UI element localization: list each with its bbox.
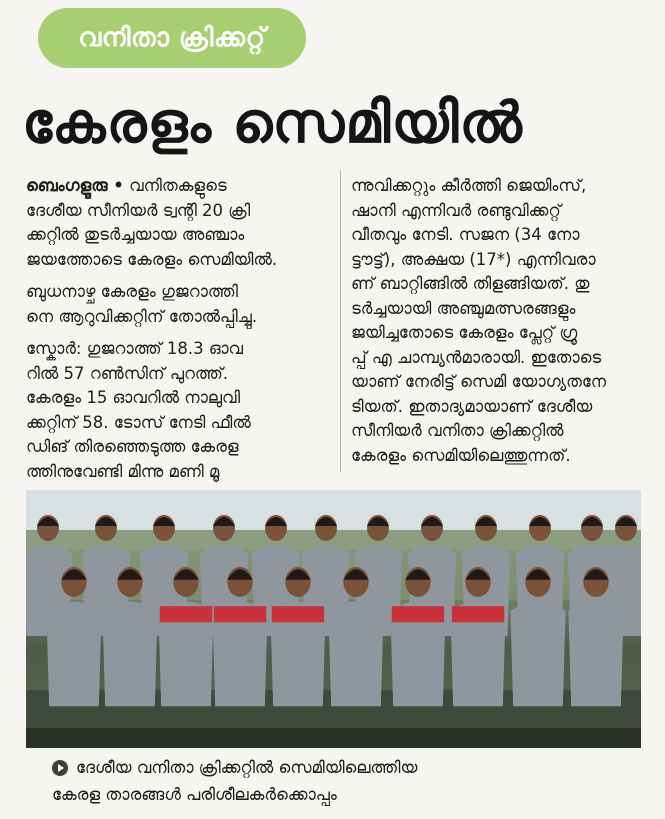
headline: കേരളം സെമിയിൽ [22,91,523,156]
article-line: ന്നുവിക്കറ്റും കീർത്തി ജെയിംസ്, [351,176,587,195]
article-line: ക്കറ്റിന് 58. ടോസ് നേടി ഫീൽ [26,412,251,432]
article-column-left [26,174,338,484]
article-line: കേരളം 15 ഓവറിൽ നാലുവി [26,388,241,407]
article-line: ജയത്തോടെ കേരളം സെമിയിൽ. [26,249,278,269]
article-text: വനിതകളുടെ [123,176,227,195]
paragraph-gap [26,272,338,280]
column-divider [340,170,341,472]
article-column-right [351,174,647,468]
caption-text: ദേശീയ വനിതാ ക്രിക്കറ്റിൽ സെമിയിലെത്തിയ [76,758,418,777]
play-circle-icon [52,760,68,776]
article-line: ഷാനി എന്നിവർ രണ്ടുവിക്കറ്റ് [351,200,561,220]
article-line: ദേശീയ സീനിയർ ട്വന്റി 20 ക്രി [26,200,251,220]
photo-caption [52,754,642,808]
article-first-line [26,174,338,199]
article-line: ക്കറ്റിൽ തുടർച്ചയായ അഞ്ചാം [26,225,245,244]
caption-line [52,754,642,781]
article-line: ത്തിനുവേണ്ടി മിന്നു മണി മൂ [26,461,220,481]
article-line: പ്പ് എ ചാമ്പ്യൻമാരായി. ഇതോടെ [351,347,602,367]
article-line: ട്ടൗട്ട്), അക്ഷയ (17*) എന്നിവരാ [351,249,596,269]
article-line: ടർച്ചയായി അഞ്ചുമത്സരങ്ങളും [351,298,576,318]
article-line: സ്കോർ: ഗുജറാത്ത് 18.3 ഓവ [26,339,244,358]
article-line: നെ ആറുവിക്കറ്റിന് തോൽപ്പിച്ചു. [26,306,258,326]
caption-text: കേരള താരങ്ങൾ പരിശീലകർക്കൊപ്പം [52,785,337,804]
article-line: യാണ് നേരിട്ട് സെമി യോഗ്യതനേ [351,372,607,391]
article-line: കേരളം സെമിയിലെത്തുന്നത്. [351,445,571,465]
team-photo [26,490,641,748]
section-tag-label: വനിതാ ക്രിക്കറ്റ് [78,22,266,53]
article-line: ണ് ബാറ്റിങ്ങിൽ തിളങ്ങിയത്. തു [351,274,590,293]
article-line: ജയിച്ചതോടെ കേരളം പ്ലേറ്റ് ഗ്രൂ [351,323,578,342]
article-line: റിൽ 57 റൺസിന് പുറത്ത്. [26,363,229,383]
article-line: സീനിയർ വനിതാ ക്രിക്കറ്റിൽ [351,421,564,440]
team-photo-illustration [26,490,641,748]
article-line: ടിയത്. ഇതാദ്യമായാണ് ദേശീയ [351,396,593,416]
article-line: വീതവും നേടി. സജന (34 നോ [351,225,580,244]
article-line: ബുധനാഴ്ച കേരളം ഗുജറാത്തി [26,282,238,301]
caption-line [52,781,642,808]
article-line: ഡിങ് തിരഞ്ഞെടുത്ത കേരള [26,437,239,456]
paragraph-gap [26,329,338,337]
section-tag [38,8,306,68]
dateline: ബെംഗളൂരു • [26,176,124,195]
